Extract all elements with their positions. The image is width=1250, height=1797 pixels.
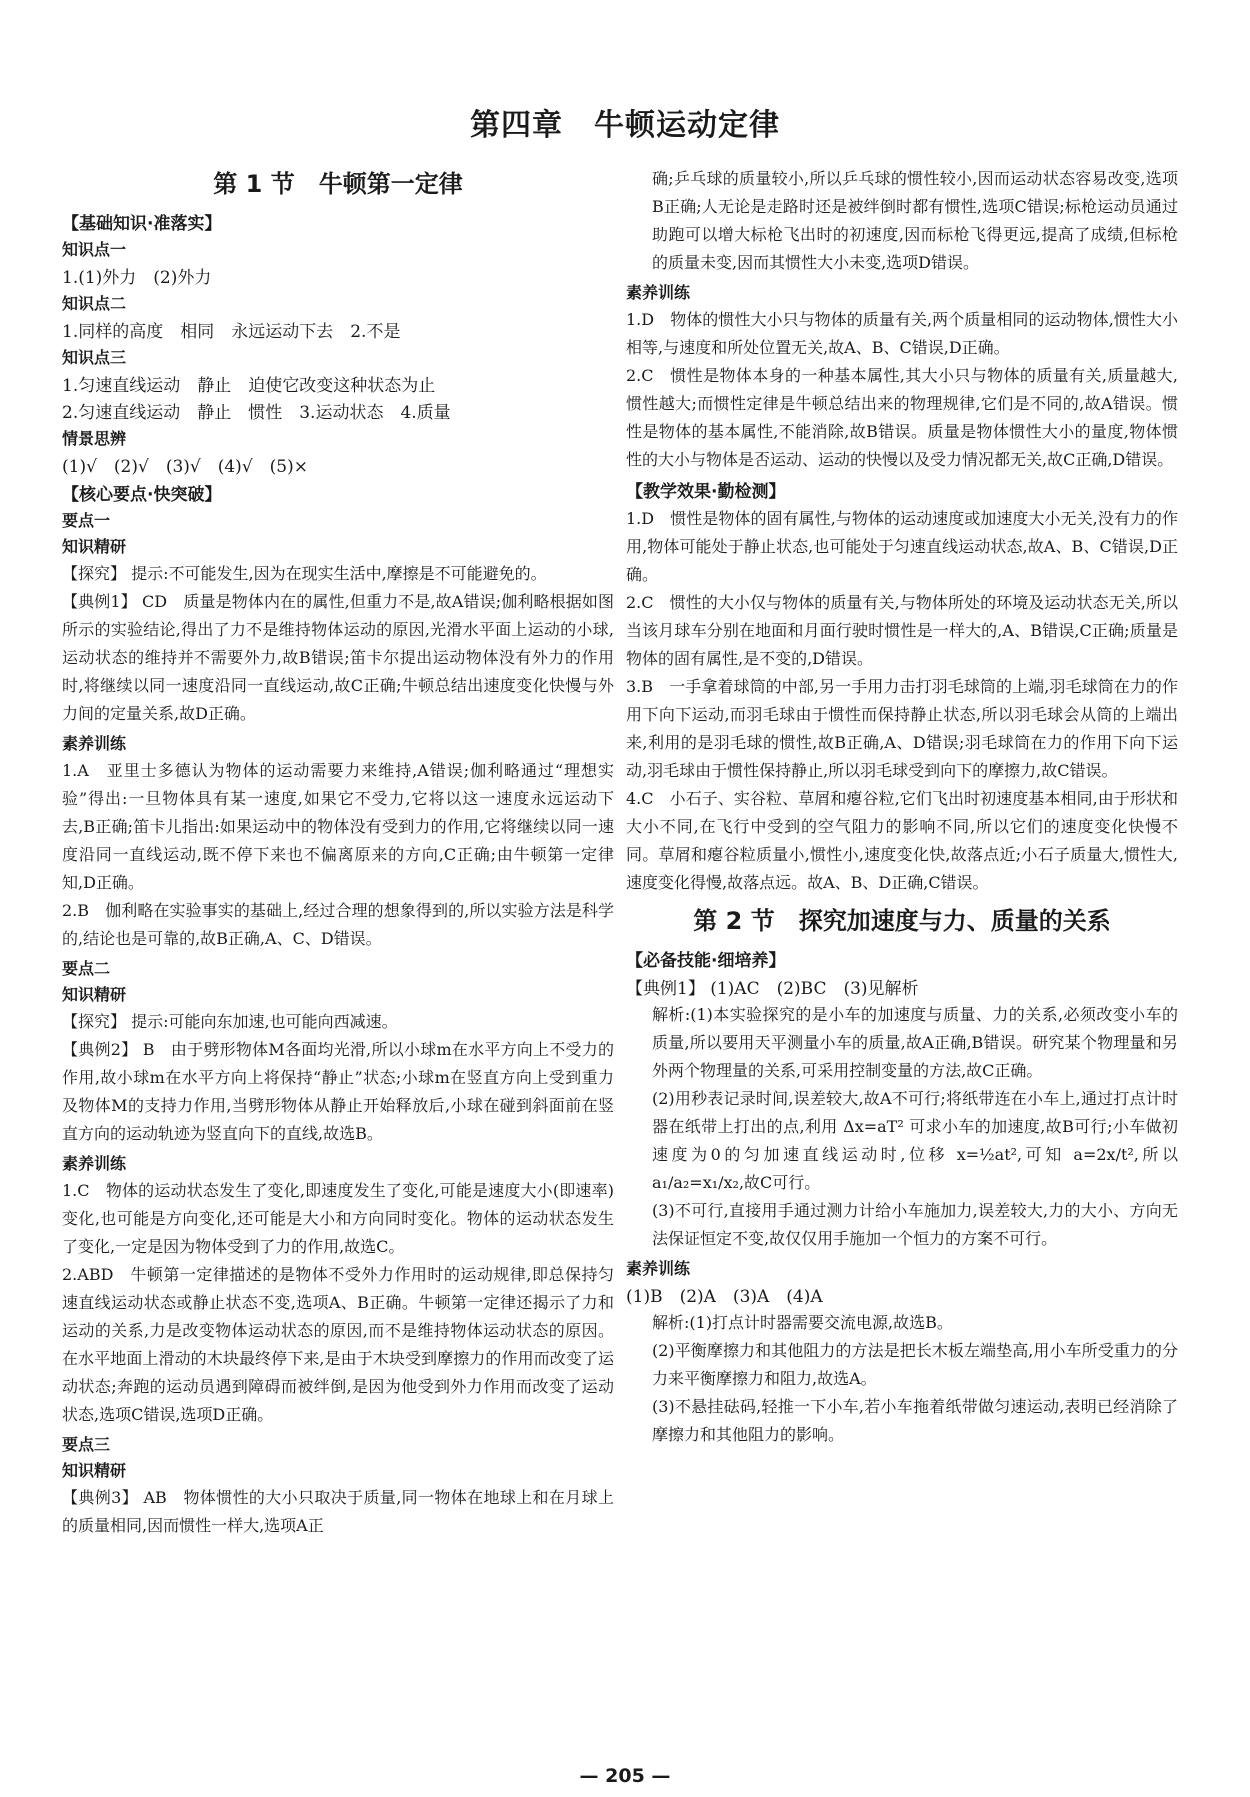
check-1: 1.D 惯性是物体的固有属性,与物体的运动速度或加速度大小无关,没有力的作用,物体可能处于静止状态,也可能处于匀速直线运动状态,故A、B、C错误,D正确。 (626, 509, 1178, 584)
point2-training-2: 2.ABD 牛顿第一定律描述的是物体不受外力作用时的运动规律,即总保持匀速直线运动状态或静止状态不变,选项A、B正确。牛顿第一定律还揭示了力和运动的关系,力是改变物体运动状态的原因,而不是维持物体运动状态的原因。在水平地面上滑动的木块最终停下来,是由于木块受到摩擦力的作用而改变了运动状态;奔跑的运动员遇到障碍而被绊倒,是因为他受到外力作用而改变了运动状态,选项C错误,选项D正确。 (62, 1265, 614, 1424)
point1-knowledge-label: 知识精研 (62, 537, 127, 556)
training2-analysis-1: 解析:(1)打点计时器需要交流电源,故选B。 (652, 1313, 953, 1332)
kp1-answer: 1.(1)外力 (2)外力 (62, 268, 212, 288)
kp2-label: 知识点二 (62, 294, 127, 313)
point1-training-label: 素养训练 (62, 734, 127, 753)
point3-label: 要点三 (62, 1435, 111, 1454)
training-label: 素养训练 (626, 283, 691, 302)
analysis-2: (2)用秒表记录时间,误差较大,故A不可行;将纸带连在小车上,通过打点计时器在纸带上打出的点,利用 Δx=aT² 可求小车的加速度,故B可行;小车做初速度为0的匀加速直线运动时,位移 x=½at²,可知 a=2x/t²,所以 a₁/a₂=x₁/x₂,故C可行。 (652, 1089, 1178, 1192)
right-column (626, 165, 1178, 1449)
section2-title: 第 2 节 探究加速度与力、质量的关系 (693, 907, 1111, 935)
training2-answer: (1)B (2)A (3)A (4)A (626, 1287, 823, 1307)
check-4: 4.C 小石子、实谷粒、草屑和瘪谷粒,它们飞出时初速度基本相同,由于形状和大小不同,在飞行中受到的空气阻力的影响不同,所以它们的速度变化快慢不同。草屑和瘪谷粒质量小,惯性小,速度变化快,故落点近;小石子质量大,惯性大,速度变化得慢,故落点远。故A、B、D正确,C错误。 (626, 789, 1178, 892)
kp3-answer-2: 2.匀速直线运动 静止 惯性 3.运动状态 4.质量 (62, 403, 451, 423)
scene-answer: (1)√ (2)√ (3)√ (4)√ (5)× (62, 457, 308, 477)
point2-explore: 【探究】 提示:可能向东加速,也可能向西减速。 (62, 1012, 398, 1031)
analysis-1: 解析:(1)本实验探究的是小车的加速度与质量、力的关系,必须改变小车的质量,所以要用天平测量小车的质量,故A正确,B错误。研究某个物理量和另外两个物理量的关系,可采用控制变量的方法,故C正确。 (652, 1005, 1178, 1080)
point3-knowledge-label: 知识精研 (62, 1461, 127, 1480)
point2-knowledge-label: 知识精研 (62, 985, 127, 1004)
core-points-header: 【核心要点·快突破】 (62, 485, 222, 505)
kp3-label: 知识点三 (62, 348, 127, 367)
basic-knowledge-header: 【基础知识·准落实】 (62, 214, 222, 234)
point1-explore: 【探究】 提示:不可能发生,因为在现实生活中,摩擦是不可能避免的。 (62, 564, 547, 583)
chapter-title: 第四章 牛顿运动定律 (470, 108, 780, 143)
point2-label: 要点二 (62, 959, 111, 978)
check-3: 3.B 一手拿着球筒的中部,另一手用力击打羽毛球筒的上端,羽毛球筒在力的作用下向下运动,而羽毛球由于惯性而保持静止状态,所以羽毛球会从筒的上端出来,利用的是羽毛球的惯性,故B正确,A、D错误;羽毛球筒在力的作用下向下运动,羽毛球由于惯性保持静止,所以羽毛球受到向下的摩擦力,故C错误。 (626, 677, 1178, 780)
training-2: 2.C 惯性是物体本身的一种基本属性,其大小只与物体的质量有关,质量越大,惯性越大;而惯性定律是牛顿总结出来的物理规律,它们是不同的,故A错误。惯性是物体的基本属性,不能消除,故B错误。质量是物体惯性大小的量度,物体惯性的大小与物体是否运动、运动的快慢以及受力情况都无关,故C正确,D错误。 (626, 366, 1178, 469)
page-number: — 205 — (579, 1765, 671, 1787)
training2-analysis-2: (2)平衡摩擦力和其他阻力的方法是把长木板左端垫高,用小车所受重力的分力来平衡摩擦力和阻力,故选A。 (652, 1341, 1178, 1388)
skills-header: 【必备技能·细培养】 (626, 951, 786, 971)
left-column (62, 160, 614, 1540)
kp2-answer: 1.同样的高度 相同 永远运动下去 2.不是 (62, 322, 401, 342)
training2-analysis-3: (3)不悬挂砝码,轻推一下小车,若小车拖着纸带做匀速运动,表明已经消除了摩擦力和其他阻力的影响。 (652, 1397, 1178, 1444)
training2-label: 素养训练 (626, 1259, 691, 1278)
kp1-label: 知识点一 (62, 240, 127, 259)
point2-example: 【典例2】 B 由于劈形物体M各面均光滑,所以小球m在水平方向上不受力的作用,故小球m在水平方向上将保持“静止”状态;小球m在竖直方向上受到重力及物体M的支持力作用,当劈形物体从静止开始释放后,小球在碰到斜面前在竖直方向的运动轨迹为竖直向下的直线,故选B。 (62, 1040, 614, 1143)
point1-training-1: 1.A 亚里士多德认为物体的运动需要力来维持,A错误;伽利略通过“理想实验”得出:一旦物体具有某一速度,如果它不受力,它将以这一速度永远运动下去,B正确;笛卡儿指出:如果运动中的物体没有受到力的作用,它将继续以同一速度沿同一直线运动,既不停下来也不偏离原来的方向,C正确;由牛顿第一定律知,D正确。 (62, 761, 614, 892)
analysis-3: (3)不可行,直接用手通过测力计给小车施加力,误差较大,力的大小、方向无法保证恒定不变,故仅仅用手施加一个恒力的方案不可行。 (652, 1201, 1178, 1248)
training-1: 1.D 物体的惯性大小只与物体的质量有关,两个质量相同的运动物体,惯性大小相等,与速度和所处位置无关,故A、B、C错误,D正确。 (626, 310, 1178, 357)
point1-label: 要点一 (62, 511, 111, 530)
point2-training-label: 素养训练 (62, 1154, 127, 1173)
point1-training-2: 2.B 伽利略在实验事实的基础上,经过合理的想象得到的,所以实验方法是科学的,结论也是可靠的,故B正确,A、C、D错误。 (62, 901, 614, 948)
point1-example: 【典例1】 CD 质量是物体内在的属性,但重力不是,故A错误;伽利略根据如图所示的实验结论,得出了力不是维持物体运动的原因,光滑水平面上运动的小球,运动状态的维持并不需要外力,故B错误;笛卡尔提出运动物体没有外力的作用时,将继续以同一速度沿同一直线运动,故C正确;牛顿总结出速度变化快慢与外力间的定量关系,故D正确。 (62, 592, 614, 723)
section-title: 第 1 节 牛顿第一定律 (213, 170, 463, 198)
teaching-check-header: 【教学效果·勤检测】 (626, 482, 786, 502)
kp3-answer-1: 1.匀速直线运动 静止 迫使它改变这种状态为止 (62, 376, 436, 396)
point2-training-1: 1.C 物体的运动状态发生了变化,即速度发生了变化,可能是速度大小(即速率)变化,也可能是方向变化,还可能是大小和方向同时变化。物体的运动状态发生了变化,一定是因为物体受到了力的作用,故选C。 (62, 1181, 614, 1256)
example1-answer: 【典例1】 (1)AC (2)BC (3)见解析 (626, 979, 919, 999)
point3-example: 【典例3】 AB 物体惯性的大小只取决于质量,同一物体在地球上和在月球上的质量相同,因而惯性一样大,选项A正 (62, 1488, 614, 1535)
check-2: 2.C 惯性的大小仅与物体的质量有关,与物体所处的环境及运动状态无关,所以当该月球车分别在地面和月面行驶时惯性是一样大的,A、B错误,C正确;质量是物体的固有属性,是不变的,D错误。 (626, 593, 1178, 668)
scene-label: 情景思辨 (62, 429, 127, 448)
continued-paragraph: 确;乒乓球的质量较小,所以乒乓球的惯性较小,因而运动状态容易改变,选项B正确;人无论是走路时还是被绊倒时都有惯性,选项C错误;标枪运动员通过助跑可以增大标枪飞出时的初速度,因而标枪飞得更远,提高了成绩,但标枪的质量未变,因而其惯性大小未变,选项D错误。 (652, 169, 1178, 272)
